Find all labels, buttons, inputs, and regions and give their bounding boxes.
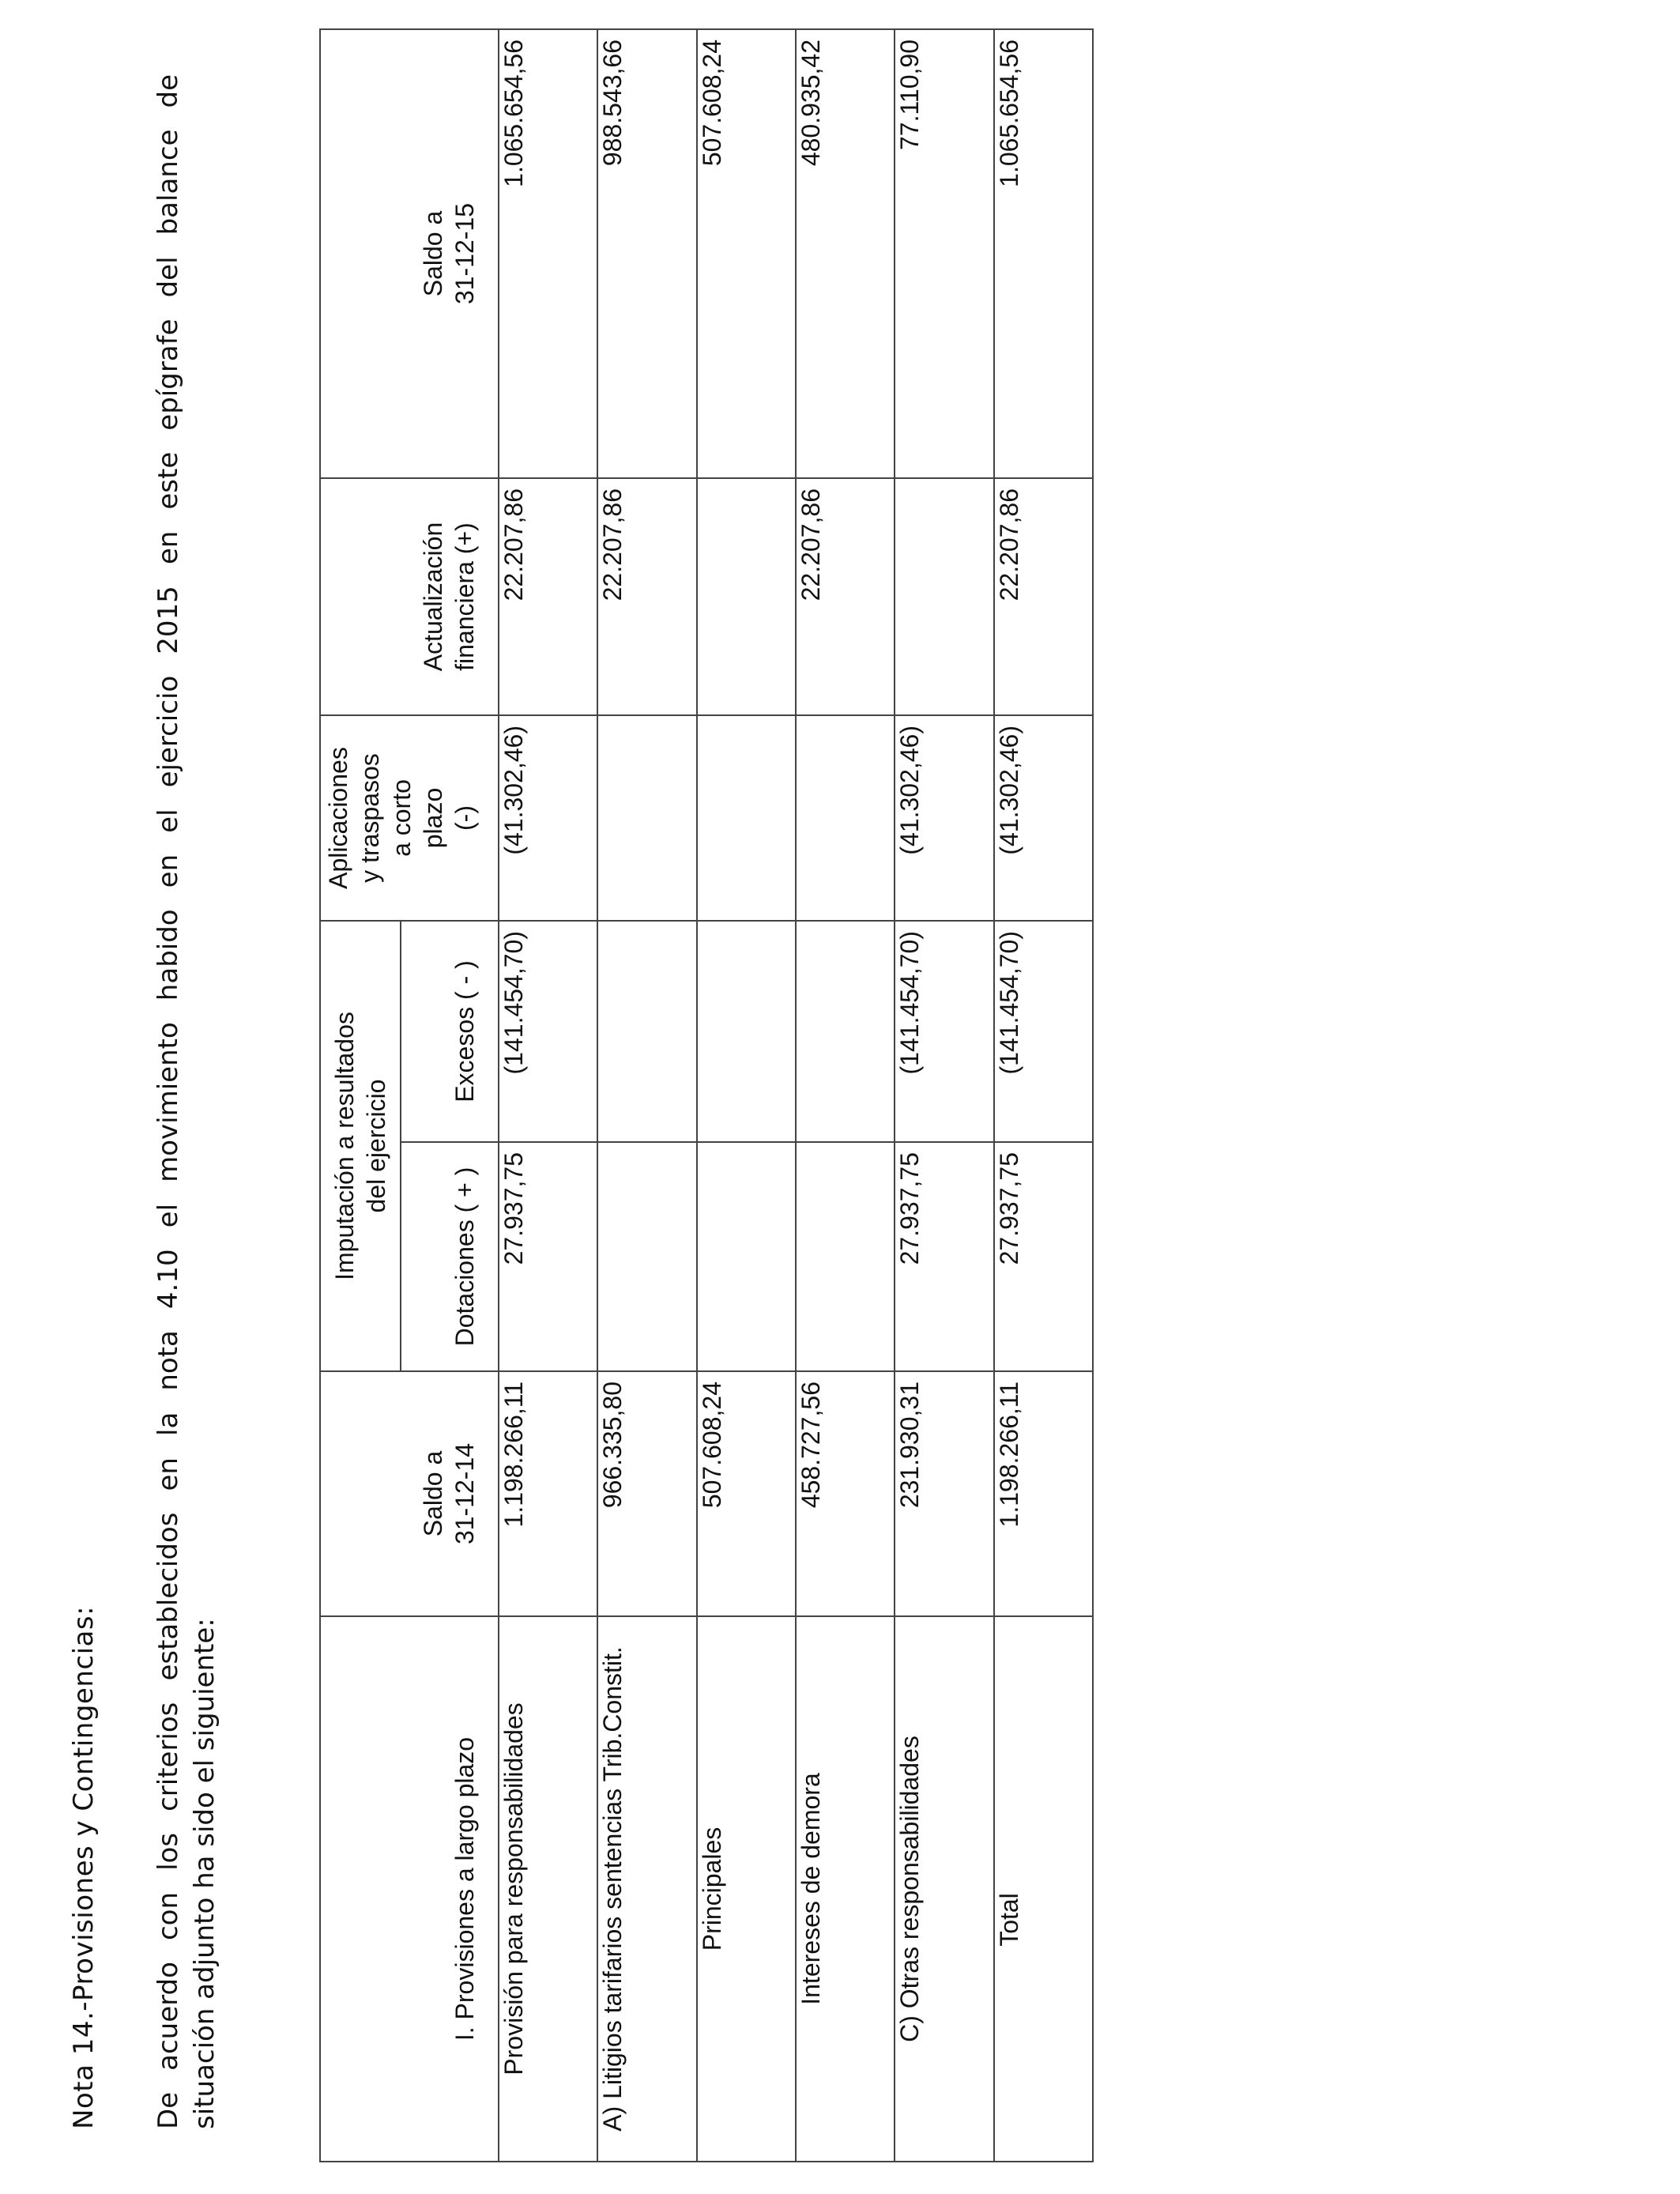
header-dotaciones: Dotaciones ( + ) [401, 1142, 499, 1371]
header-concept: I. Provisiones a largo plazo [320, 1616, 499, 2162]
cell-aplicaciones: (41.302,46) [895, 715, 993, 921]
header-saldo-fin-line: Saldo a [419, 210, 447, 297]
cell-dotaciones [796, 1142, 895, 1371]
cell-excesos: (141.454,70) [895, 921, 993, 1142]
header-aplicaciones-line: a corto [387, 779, 416, 857]
header-imputacion [320, 921, 401, 1371]
table-row [597, 29, 696, 2162]
cell-saldo-fin: 1.065.654,56 [994, 29, 1093, 478]
cell-excesos: (141.454,70) [994, 921, 1093, 1142]
cell-actualizacion [697, 478, 796, 715]
cell-excesos [796, 921, 895, 1142]
header-aplicaciones-line: y traspasos [356, 753, 384, 883]
cell-saldo-fin: 1.065.654,56 [499, 29, 597, 478]
cell-saldo-fin: 480.935,42 [796, 29, 895, 478]
cell-actualizacion: 22.207,86 [499, 478, 597, 715]
header-saldo-fin [320, 29, 499, 478]
header-aplicaciones-line: Aplicaciones [324, 747, 352, 889]
cell-saldo-ini: 1.198.266,11 [994, 1371, 1093, 1616]
cell-saldo-ini: 458.727,56 [796, 1371, 895, 1616]
cell-aplicaciones [697, 715, 796, 921]
cell-excesos: (141.454,70) [499, 921, 597, 1142]
row-label: Principales [697, 1616, 796, 2162]
header-saldo-ini-line: Saldo a [419, 1450, 447, 1537]
header-saldo-ini [320, 1371, 499, 1616]
intro-paragraph [150, 74, 223, 2129]
header-aplicaciones-line: (-) [450, 805, 479, 831]
cell-saldo-ini: 1.198.266,11 [499, 1371, 597, 1616]
cell-saldo-ini: 507.608,24 [697, 1371, 796, 1616]
intro-line-1: De acuerdo con los criterios establecidos en la nota 4.10 el movimiento habido en el ejercicio 2015 en este epígrafe del balance de [153, 74, 184, 2129]
header-aplicaciones [320, 715, 499, 921]
header-saldo-fin-line: 31-12-15 [450, 202, 479, 305]
cell-saldo-fin: 77.110,90 [895, 29, 993, 478]
row-label: C) Otras responsabilidades [895, 1616, 993, 2162]
provisions-table [319, 28, 1094, 2162]
cell-actualizacion: 22.207,86 [796, 478, 895, 715]
cell-excesos [597, 921, 696, 1142]
cell-dotaciones: 27.937,75 [994, 1142, 1093, 1371]
cell-dotaciones: 27.937,75 [895, 1142, 993, 1371]
cell-aplicaciones: (41.302,46) [499, 715, 597, 921]
header-actualizacion [320, 478, 499, 715]
table-row [895, 29, 993, 2162]
table-row [499, 29, 597, 2162]
header-imputacion-line: del ejercicio [362, 1079, 390, 1213]
row-label: A) Litigios tarifarios sentencias Trib.Constit. [597, 1616, 696, 2162]
cell-dotaciones [597, 1142, 696, 1371]
cell-saldo-ini: 231.930,31 [895, 1371, 993, 1616]
header-actualizacion-line: Actualización [419, 522, 447, 672]
cell-dotaciones: 27.937,75 [499, 1142, 597, 1371]
cell-excesos [697, 921, 796, 1142]
row-label: Total [994, 1616, 1093, 2162]
cell-aplicaciones [597, 715, 696, 921]
header-excesos: Excesos ( - ) [401, 921, 499, 1142]
cell-aplicaciones [796, 715, 895, 921]
cell-actualizacion: 22.207,86 [994, 478, 1093, 715]
header-actualizacion-line: financiera (+) [450, 522, 479, 671]
table-row [796, 29, 895, 2162]
cell-saldo-ini: 966.335,80 [597, 1371, 696, 1616]
row-label: Intereses de demora [796, 1616, 895, 2162]
cell-actualizacion: 22.207,86 [597, 478, 696, 715]
note-heading: Nota 14.-Provisiones y Contingencias: [68, 1605, 100, 2129]
header-aplicaciones-line: plazo [419, 787, 447, 849]
header-imputacion-line: Imputación a resultados [330, 1012, 359, 1280]
header-saldo-ini-line: 31-12-14 [450, 1442, 479, 1545]
cell-aplicaciones: (41.302,46) [994, 715, 1093, 921]
cell-saldo-fin: 507.608,24 [697, 29, 796, 478]
intro-line-2: situación adjunto ha sido el siguiente: [189, 1618, 220, 2129]
table-row-total [994, 29, 1093, 2162]
cell-saldo-fin: 988.543,66 [597, 29, 696, 478]
cell-dotaciones [697, 1142, 796, 1371]
cell-actualizacion [895, 478, 993, 715]
table-row [697, 29, 796, 2162]
row-label: Provisión para responsabilidades [499, 1616, 597, 2162]
